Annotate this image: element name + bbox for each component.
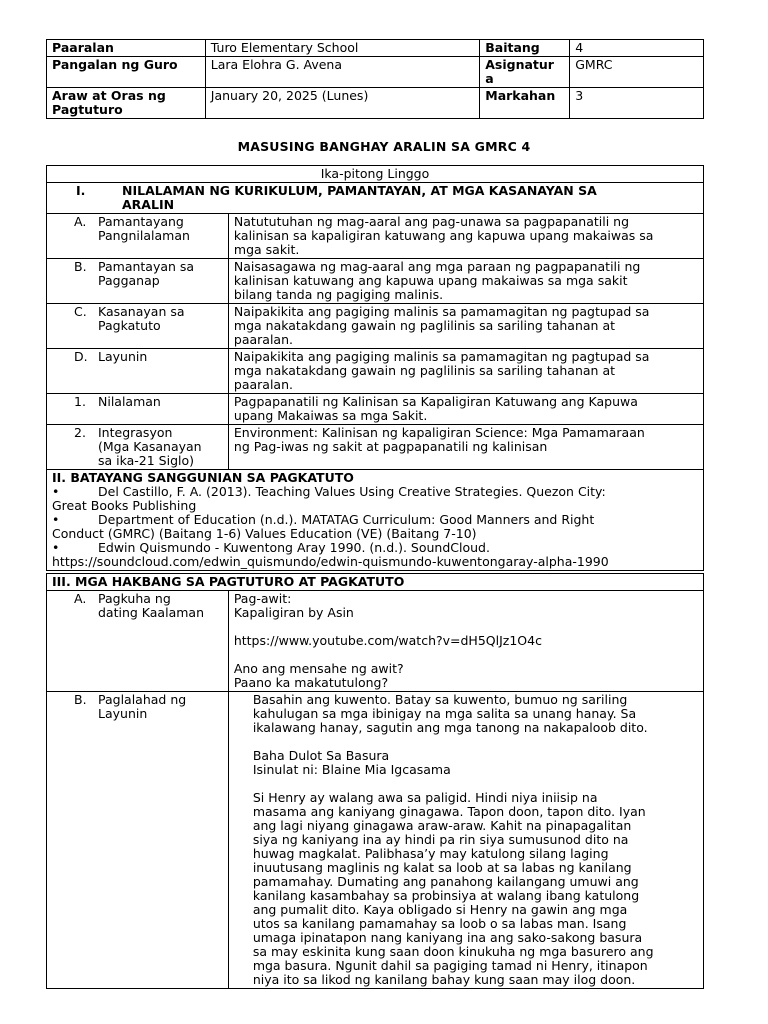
curriculum-label-line: Layunin xyxy=(98,349,148,364)
curriculum-table xyxy=(46,165,704,571)
curriculum-label-cell xyxy=(47,394,229,425)
procedure-label xyxy=(98,693,223,721)
teacher-value: Lara Elohra G. Avena xyxy=(205,57,479,88)
section-numeral: I. xyxy=(76,183,86,198)
curriculum-text-line: bilang tanda ng pagiging malinis. xyxy=(233,287,444,302)
curriculum-text-line: kalinisan sa kapaligiran katuwang ang kapuwa upang makaiwas sa xyxy=(233,228,654,243)
date-label xyxy=(47,88,206,119)
curriculum-text-line: mga nakatakdang gawain ng paglilinis sa sariling tahanan at xyxy=(233,318,616,333)
story-line: sa may eskinita kung saan doon kinukuha ng mga basurero ang xyxy=(252,944,654,959)
info-row xyxy=(47,40,704,57)
curriculum-text-cell xyxy=(228,394,703,425)
info-row xyxy=(47,57,704,88)
document-title: MASUSING BANGHAY ARALIN SA GMRC 4 xyxy=(237,139,531,154)
story-line: utos sa kanilang pamamahay sa loob o sa labas man. Isang xyxy=(252,916,627,931)
blank-line xyxy=(234,648,698,662)
week-label: Ika-pitong Linggo xyxy=(47,166,704,183)
info-table xyxy=(46,39,704,119)
curriculum-text-line: paaralan. xyxy=(233,377,293,392)
curriculum-label-line: (Mga Kasanayan xyxy=(98,439,202,454)
curriculum-text-cell xyxy=(228,259,703,304)
curriculum-label-cell xyxy=(47,304,229,349)
story-line: huwag magkalat. Palibhasa’y may katulong silang laging xyxy=(252,846,609,861)
procedure-content-line: Pag-awit: xyxy=(233,591,292,606)
curriculum-text-line: kalinisan katuwang ang kapuwa upang makaiwas sa mga sakit xyxy=(233,273,628,288)
procedure-content-line: Kapaligiran by Asin xyxy=(233,605,354,620)
curriculum-label xyxy=(98,395,223,409)
curriculum-text-line: Pagpapanatili ng Kalinisan sa Kapaligiran Katuwang ang Kapuwa xyxy=(233,394,638,409)
curriculum-letter: A. xyxy=(74,214,87,229)
curriculum-label xyxy=(98,260,223,288)
curriculum-letter: 1. xyxy=(74,394,86,409)
curriculum-text-cell xyxy=(228,349,703,394)
procedure-label-line: Pagkuha ng xyxy=(98,591,171,606)
procedure-content xyxy=(228,692,703,989)
source-entry xyxy=(52,541,698,569)
curriculum-row xyxy=(47,349,704,394)
blank-line xyxy=(253,735,698,749)
procedure-table xyxy=(46,573,704,989)
story-line: umaga ipinatapon nang kaniyang ina ang sako-sakong basura xyxy=(252,930,643,945)
story-line: Basahin ang kuwento. Batay sa kuwento, bumuo ng sariling xyxy=(252,692,628,707)
procedure-row xyxy=(47,692,704,989)
curriculum-letter: D. xyxy=(74,349,88,364)
procedure-content-line: Paano ka makatutulong? xyxy=(233,675,389,690)
curriculum-label-line: Nilalaman xyxy=(98,394,161,409)
song-link[interactable]: https://www.youtube.com/watch?v=dH5QlJz1O4c xyxy=(233,633,542,648)
curriculum-label-cell xyxy=(47,259,229,304)
grade-value: 4 xyxy=(570,40,704,57)
date-value: January 20, 2025 (Lunes) xyxy=(205,88,479,119)
curriculum-text-line: paaralan. xyxy=(233,332,293,347)
curriculum-row xyxy=(47,214,704,259)
subject-label-line: a xyxy=(485,71,494,86)
curriculum-text-line: Naisasagawa ng mag-aaral ang mga paraan ng pagpapanatili ng xyxy=(233,259,641,274)
blank-line xyxy=(234,620,698,634)
source-line: Edwin Quismundo - Kuwentong Aray 1990. (n.d.). SoundCloud. xyxy=(98,540,490,555)
procedure-content-line: Ano ang mensahe ng awit? xyxy=(233,661,404,676)
curriculum-label-cell xyxy=(47,425,229,470)
story-line: Si Henry ay walang awa sa paligid. Hindi niya iniisip na xyxy=(252,790,598,805)
curriculum-row xyxy=(47,394,704,425)
curriculum-row xyxy=(47,259,704,304)
story-line: ikalawang hanay, sagutin ang mga tanong na nakapaloob dito. xyxy=(252,720,648,735)
source-entry xyxy=(52,513,698,541)
curriculum-text-line: mga nakatakdang gawain ng paglilinis sa sariling tahanan at xyxy=(233,363,616,378)
bullet-icon: • xyxy=(52,484,60,499)
subject-value: GMRC xyxy=(570,57,704,88)
story-line: ang lagi niyang ginagawa araw-araw. Kahit na pinapagalitan xyxy=(252,818,632,833)
source-line[interactable]: https://soundcloud.com/edwin_quismundo/edwin-quismundo-kuwentongaray-alpha-1990 xyxy=(52,554,609,569)
bullet-icon: • xyxy=(52,512,60,527)
school-value: Turo Elementary School xyxy=(205,40,479,57)
subject-label xyxy=(480,57,570,88)
curriculum-text-line: Natututuhan ng mag-aaral ang pag-unawa sa pagpapanatili ng xyxy=(233,214,630,229)
bullet-icon: • xyxy=(52,540,60,555)
procedure-label-cell xyxy=(47,692,229,989)
curriculum-text-cell xyxy=(228,304,703,349)
procedure-label-line: dating Kaalaman xyxy=(98,605,204,620)
source-line: Conduct (GMRC) (Baitang 1-6) Values Education (VE) (Baitang 7-10) xyxy=(52,526,477,541)
story-line: Baha Dulot Sa Basura xyxy=(252,748,390,763)
section-heading-text xyxy=(122,184,597,212)
story-line: pamamahay. Dumating ang panahong kailangang umuwi ang xyxy=(252,874,639,889)
curriculum-label-cell xyxy=(47,214,229,259)
story-line: ang pumalit dito. Kaya obligado si Henry na gawin ang mga xyxy=(252,902,628,917)
curriculum-label-line: Pagkatuto xyxy=(98,318,161,333)
procedure-label xyxy=(98,592,223,620)
curriculum-label-line: Pamantayan sa xyxy=(98,259,195,274)
curriculum-text-cell xyxy=(228,214,703,259)
source-line: Great Books Publishing xyxy=(52,498,197,513)
curriculum-row xyxy=(47,304,704,349)
curriculum-rows xyxy=(47,214,704,470)
school-label: Paaralan xyxy=(47,40,206,57)
curriculum-label xyxy=(98,426,223,468)
curriculum-text-cell xyxy=(228,425,703,470)
grade-label: Baitang xyxy=(480,40,570,57)
curriculum-label-line: Pangnilalaman xyxy=(98,228,190,243)
source-entry xyxy=(52,485,698,513)
quarter-label: Markahan xyxy=(480,88,570,119)
section-iii-heading: III. MGA HAKBANG SA PAGTUTURO AT PAGKATUTO xyxy=(47,574,704,591)
heading-line: NILALAMAN NG KURIKULUM, PAMANTAYAN, AT MGA KASANAYAN SA xyxy=(122,183,597,198)
curriculum-label-line: Pagganap xyxy=(98,273,160,288)
procedure-letter: A. xyxy=(74,591,87,606)
source-line: Del Castillo, F. A. (2013). Teaching Values Using Creative Strategies. Quezon City: xyxy=(98,484,606,499)
teacher-label: Pangalan ng Guro xyxy=(47,57,206,88)
procedure-letter: B. xyxy=(74,692,87,707)
curriculum-label-line: Pamantayang xyxy=(98,214,184,229)
date-label-line: Pagtuturo xyxy=(52,102,123,117)
story-line: mga basura. Ngunit dahil sa pagiging tamad ni Henry, itinapon xyxy=(252,958,648,973)
story-line: niya ito sa likod ng kanilang bahay kung saan may ilog doon. xyxy=(252,972,636,987)
source-line: Department of Education (n.d.). MATATAG Curriculum: Good Manners and Right xyxy=(98,512,595,527)
story-line: Isinulat ni: Blaine Mia Igcasama xyxy=(252,762,451,777)
heading-line: ARALIN xyxy=(122,197,175,212)
curriculum-label xyxy=(98,215,223,243)
section-i-heading xyxy=(47,183,704,214)
procedure-content xyxy=(228,591,703,692)
info-row xyxy=(47,88,704,119)
quarter-value: 3 xyxy=(570,88,704,119)
curriculum-label-cell xyxy=(47,349,229,394)
story-line: kanilang kasambahay sa probinsiya at walang ibang katulong xyxy=(252,888,640,903)
date-label-line: Araw at Oras ng xyxy=(52,88,166,103)
curriculum-letter: C. xyxy=(74,304,87,319)
curriculum-label-line: Kasanayan sa xyxy=(98,304,185,319)
curriculum-letter: 2. xyxy=(74,425,86,440)
curriculum-label xyxy=(98,350,223,364)
story-line: kahulugan sa mga ibinigay na mga salita sa unang hanay. Sa xyxy=(252,706,637,721)
procedure-row xyxy=(47,591,704,692)
sources-list xyxy=(52,485,698,569)
curriculum-label-line: sa ika-21 Siglo) xyxy=(98,453,195,468)
procedure-label-line: Layunin xyxy=(98,706,148,721)
curriculum-letter: B. xyxy=(74,259,87,274)
curriculum-row xyxy=(47,425,704,470)
sources-heading: II. BATAYANG SANGGUNIAN SA PAGKATUTO xyxy=(52,470,354,485)
curriculum-text-line: ng Pag-iwas ng sakit at pagpapanatili ng kalinisan xyxy=(233,439,548,454)
story-line: inuutusang maglinis ng kalat sa loob at sa labas ng kanilang xyxy=(252,860,632,875)
procedure-label-line: Paglalahad ng xyxy=(98,692,187,707)
curriculum-text-line: mga sakit. xyxy=(233,242,300,257)
curriculum-text-line: Naipakikita ang pagiging malinis sa pamamagitan ng pagtupad sa xyxy=(233,304,650,319)
curriculum-text-line: Environment: Kalinisan ng kapaligiran Science: Mga Pamamaraan xyxy=(233,425,645,440)
story-line: masama ang kaniyang ginagawa. Tapon doon, tapon dito. Iyan xyxy=(252,804,646,819)
sources-cell xyxy=(47,470,704,571)
curriculum-text-line: upang Makaiwas sa mga Sakit. xyxy=(233,408,428,423)
blank-line xyxy=(253,777,698,791)
curriculum-label xyxy=(98,305,223,333)
story-line: siya ng kaniyang ina ay hindi pa rin siya sumusunod dito na xyxy=(252,832,629,847)
curriculum-text-line: Naipakikita ang pagiging malinis sa pamamagitan ng pagtupad sa xyxy=(233,349,650,364)
curriculum-label-line: Integrasyon xyxy=(98,425,173,440)
procedure-label-cell xyxy=(47,591,229,692)
subject-label-line: Asignatur xyxy=(485,57,554,72)
